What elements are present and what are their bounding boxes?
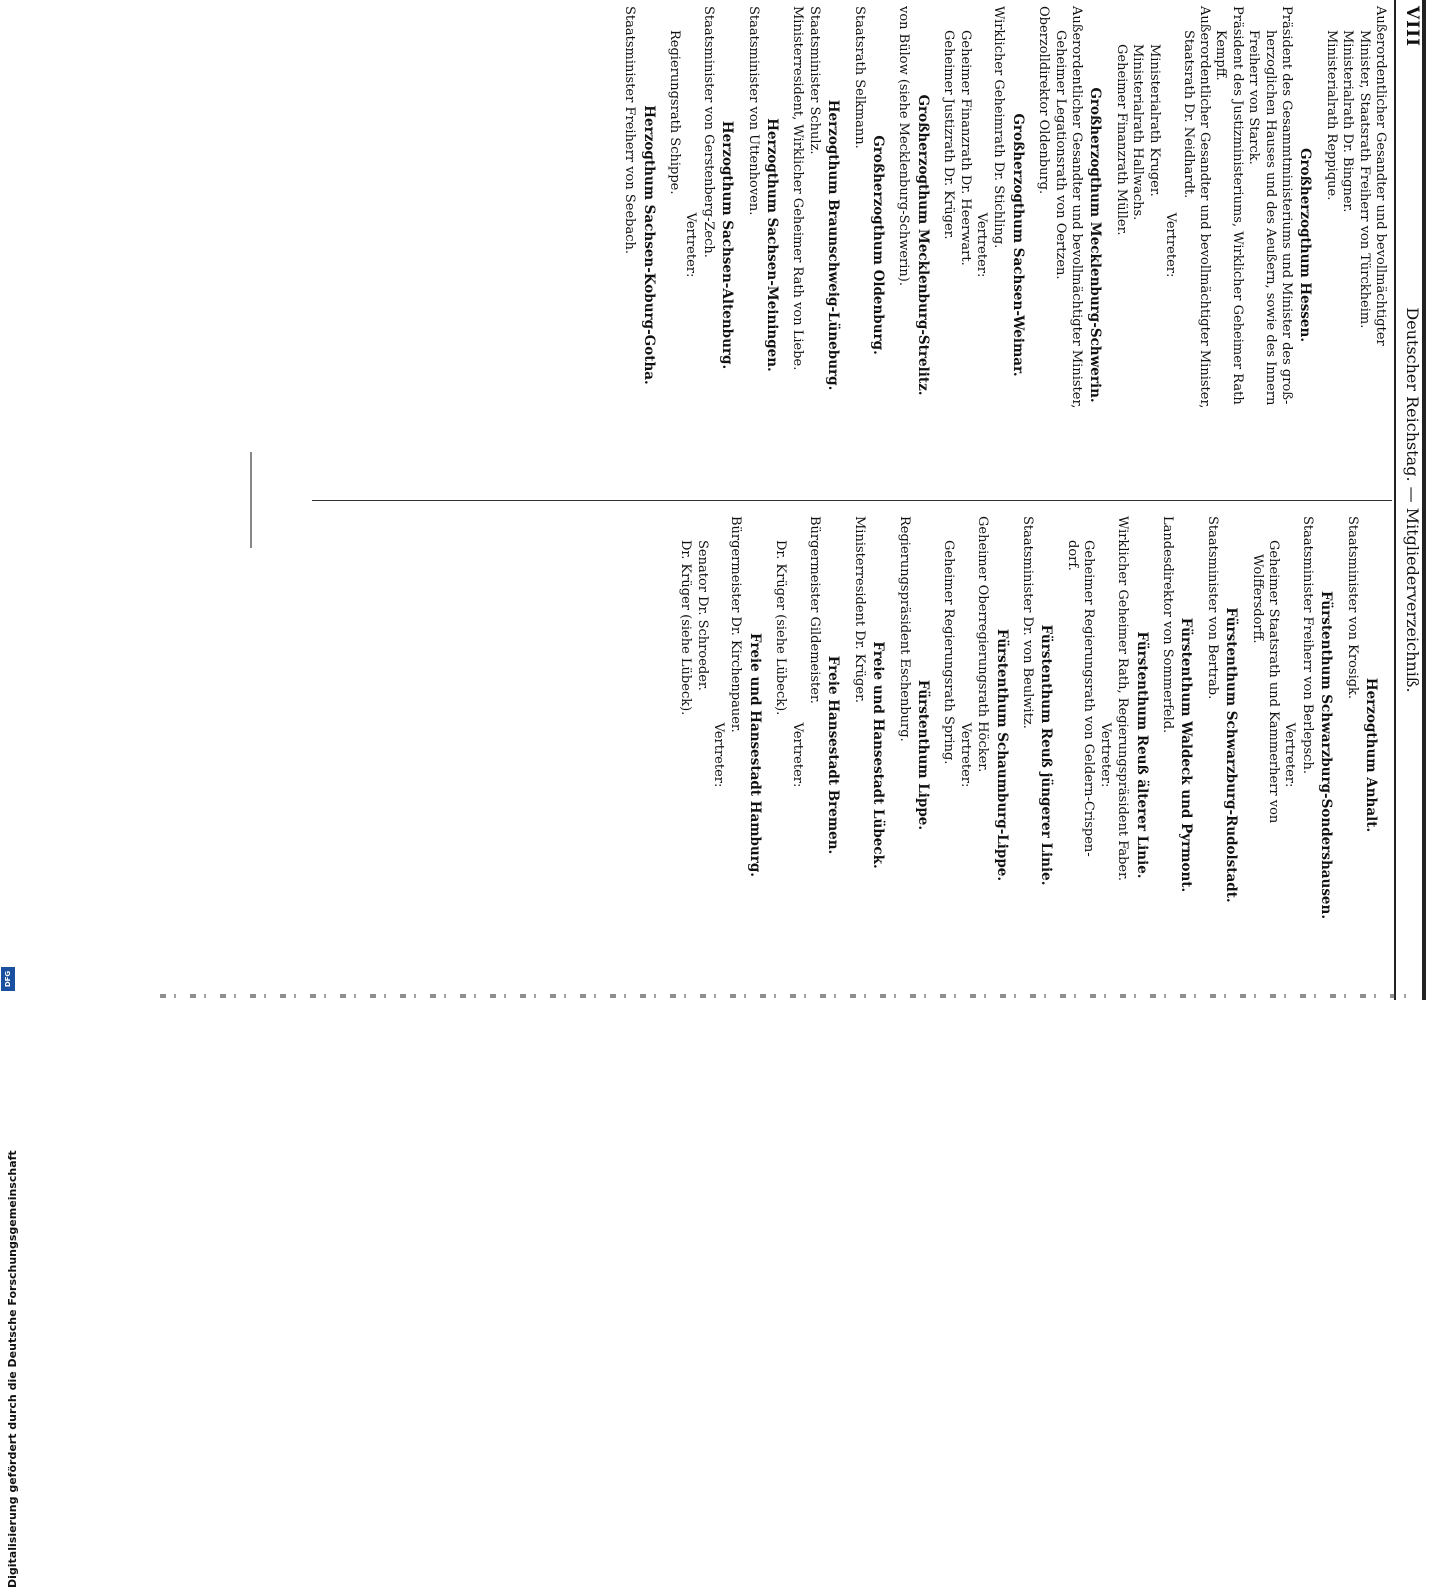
member-line: Präsident des Justizministeriums, Wirklicher Geheimer Rath (1229, 6, 1245, 405)
representative-label: Vertreter: (1163, 212, 1179, 278)
member-line: Staatsminister Dr. von Beulwitz. (1020, 516, 1036, 729)
state-heading: Großherzogthum Oldenburg. (870, 135, 887, 355)
state-heading: Großherzogthum Sachsen-Weimar. (1009, 113, 1026, 377)
state-heading: Freie Hansestadt Bremen. (825, 655, 842, 855)
member-line: Dr. Krüger (siehe Lübeck). (678, 540, 694, 716)
representative-label: Vertreter: (957, 722, 973, 788)
right-column (677, 516, 1388, 994)
member-line: Wolffersdorff. (1249, 554, 1265, 644)
member-line: Ministerialrath Kruger. (1146, 44, 1162, 197)
member-line: Landesdirektor von Sommerfeld. (1159, 516, 1175, 734)
member-line: Wirklicher Geheimer Rath, Regierungspräsident Faber. (1115, 516, 1131, 882)
state-heading: Großherzogthum Mecklenburg-Strelitz. (914, 94, 931, 396)
member-line: Bürgermeister Dr. Kirchenpauer. (728, 516, 744, 733)
member-line: Ministerialrath Reppique. (1323, 30, 1339, 201)
member-line: Staatsminister Freiherr von Berlepsch. (1299, 516, 1315, 774)
member-line: Staatsminister von Gerstenberg-Zech. (700, 6, 716, 258)
state-heading: Fürstenthum Schwarzburg-Rudolstadt. (1223, 607, 1240, 903)
member-line: Geheimer Finanzrath Dr. Heerwart. (957, 30, 973, 266)
member-line: Staatsrath Dr. Neidhardt. (1180, 30, 1196, 199)
member-line: Geheimer Regierungsrath von Geldern-Crispen- (1081, 540, 1097, 857)
member-line: Staatsminister von Bertrab. (1204, 516, 1220, 700)
dfg-logo-label: DFG (4, 970, 12, 988)
state-heading: Herzogthum Sachsen-Koburg-Gotha. (640, 105, 657, 385)
member-line: Freiherr von Starck. (1246, 30, 1262, 165)
member-line: Geheimer Legationsrath von Oertzen. (1052, 30, 1068, 280)
member-line: von Bülow (siehe Mecklenburg-Schwerin). (896, 6, 912, 286)
representative-label: Vertreter: (1097, 722, 1113, 788)
running-head: Deutscher Reichstag. — Mitgliederverzeichniß. (1403, 307, 1422, 693)
digitization-credit: Digitalisierung gefördert durch die Deutsche Forschungsgemeinschaft (6, 1150, 19, 1588)
representative-label: Vertreter: (711, 722, 726, 788)
member-line: Außerordentlicher Gesandter und bevollmächtigter Minister, (1069, 6, 1085, 409)
state-heading: Freie und Hansestadt Lübeck. (870, 641, 887, 869)
member-line: Regierungsrath Schippe. (666, 30, 682, 195)
state-heading: Herzogthum Sachsen-Meiningen. (764, 118, 780, 372)
member-line: Außerordentlicher Gesandter und bevollmächtigter Minister, (1196, 6, 1212, 409)
representative-label: Vertreter: (974, 212, 990, 278)
state-heading: Freie und Hansestadt Hamburg. (746, 633, 763, 877)
member-line: Staatsrath Selkmann. (851, 6, 867, 149)
dfg-logo-icon (1, 967, 15, 991)
member-line: Präsident des Gesammtministeriums und Minister des groß- (1278, 6, 1294, 405)
member-line: Ministerresident, Wirklicher Geheimer Rath von Liebe. (790, 6, 806, 371)
member-line: Regierungspräsident Eschenburg. (896, 516, 912, 742)
member-line: Geheimer Finanzrath Müller. (1113, 44, 1129, 236)
state-heading: Fürstenthum Schaumburg-Lippe. (993, 628, 1010, 882)
member-line: Ministerialrath Hallwachs. (1130, 44, 1146, 221)
member-line: Geheimer Staatsrath und Kammerherr von (1265, 540, 1281, 824)
member-line: Staatsminister von Krosigk. (1344, 516, 1360, 700)
member-line: Staatsminister Freiherr von Seebach. (622, 6, 638, 255)
member-line: Staatsminister Schulz. (806, 6, 822, 155)
scan-artifact (250, 452, 252, 548)
state-heading: Herzogthum Braunschweig-Lüneburg. (825, 99, 842, 391)
member-line: dorf. (1064, 540, 1080, 571)
member-line: Geheimer Regierungsrath Spring. (941, 540, 957, 765)
member-line: Außerordentlicher Gesandter und bevollmächtigter (1373, 6, 1388, 346)
member-line: Senator Dr. Schroeder. (694, 540, 710, 691)
left-column (621, 6, 1388, 484)
member-line: Ministerialrath Dr. Bingner. (1340, 30, 1356, 213)
member-line: Ministerresident Dr. Krüger. (851, 516, 867, 703)
member-line: Wirklicher Geheimrath Dr. Stichling. (991, 6, 1007, 249)
state-heading: Fürstenthum Lippe. (915, 679, 932, 831)
rotated-book-page (12, 0, 1432, 1000)
digitization-footer (0, 596, 19, 1588)
state-heading: Fürstenthum Reuß jüngerer Linie. (1038, 624, 1055, 886)
representative-label: Vertreter: (683, 212, 699, 278)
member-line: Oberzolldirektor Oldenburg. (1036, 6, 1052, 195)
state-heading: Fürstenthum Reuß älterer Linie. (1133, 631, 1150, 879)
state-heading: Großherzogthum Mecklenburg-Schwerin. (1087, 87, 1104, 403)
state-heading: Herzogthum Sachsen-Altenburg. (719, 120, 736, 370)
representative-label: Vertreter: (1282, 722, 1298, 788)
member-line: Minister, Staatsrath Freiherr von Türckheim. (1356, 30, 1372, 329)
state-heading: Fürstenthum Schwarzburg-Sondershausen. (1318, 590, 1335, 920)
member-line: Dr. Krüger (siehe Lübeck). (773, 540, 789, 716)
page-edge-rule (1422, 0, 1426, 1000)
member-line: Kempff. (1213, 30, 1229, 81)
state-heading: Großherzogthum Hessen. (1297, 147, 1314, 343)
state-heading: Fürstenthum Waldeck und Pyrmont. (1178, 617, 1195, 893)
page-number: VIII (1402, 6, 1422, 48)
representative-label: Vertreter: (789, 722, 805, 788)
member-line: Bürgermeister Gildemeister. (807, 516, 823, 704)
member-line: Geheimer Oberregierungsrath Höcker. (975, 516, 991, 773)
member-line: Staatsminister von Uttenhoven. (745, 6, 761, 216)
scan-edge-noise (160, 994, 1420, 998)
member-line: herzoglichen Hauses und des Aeußern, sowie des Innern (1262, 30, 1278, 406)
member-line: Geheimer Justizrath Dr. Krüger. (941, 30, 957, 240)
header-rule (1394, 0, 1396, 1000)
state-heading: Herzogthum Anhalt. (1363, 677, 1379, 833)
column-divider (312, 500, 1392, 501)
